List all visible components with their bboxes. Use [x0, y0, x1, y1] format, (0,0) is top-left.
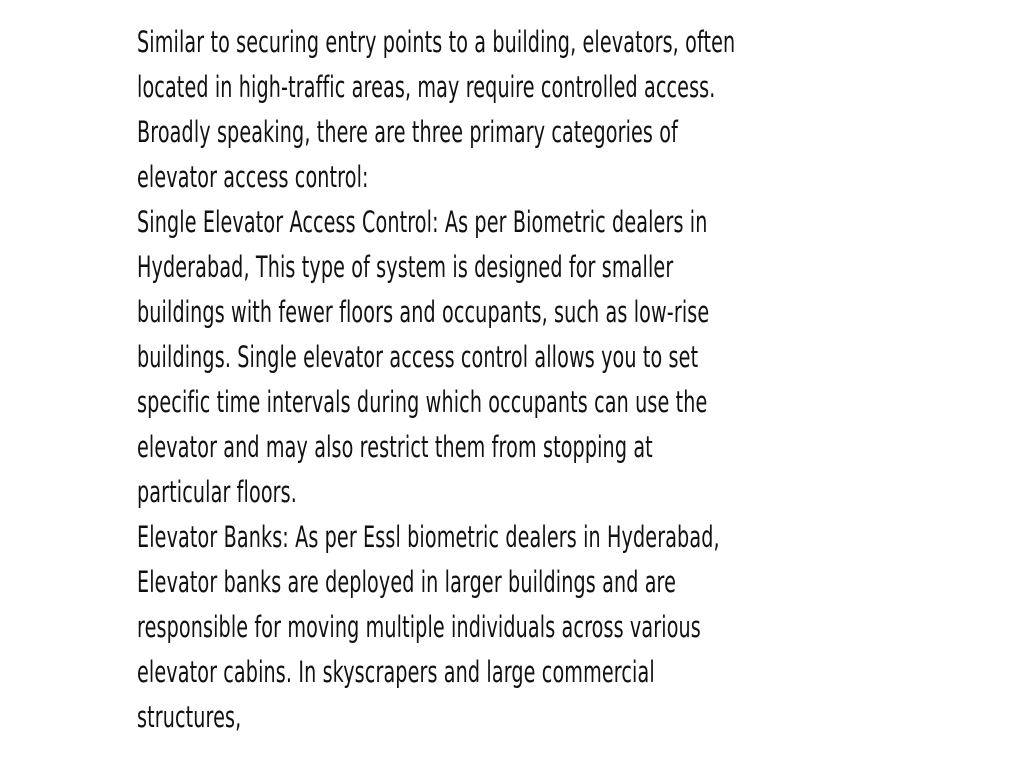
text-line: located in high-traffic areas, may require controlled access. [137, 70, 716, 104]
body-text [137, 20, 897, 740]
text-line: Elevator banks are deployed in larger buildings and are [137, 565, 677, 599]
text-line: Similar to securing entry points to a building, elevators, often [137, 25, 736, 59]
text-line: elevator cabins. In skyscrapers and large commercial [137, 655, 655, 689]
text-line: buildings with fewer floors and occupants, such as low-rise [137, 295, 710, 329]
text-line: Elevator Banks: As per Essl biometric dealers in Hyderabad, [137, 520, 720, 554]
text-line: Broadly speaking, there are three primary categories of [137, 115, 678, 149]
text-line: Single Elevator Access Control: As per Biometric dealers in [137, 205, 708, 239]
text-line: specific time intervals during which occupants can use the [137, 385, 708, 419]
text-line: particular floors. [137, 475, 298, 509]
text-line: elevator access control: [137, 160, 369, 194]
text-line: Hyderabad, This type of system is designed for smaller [137, 250, 674, 284]
single-elevator-paragraph [137, 200, 897, 515]
text-line: elevator and may also restrict them from stopping at [137, 430, 653, 464]
text-line: structures, [137, 700, 242, 734]
text-line: responsible for moving multiple individuals across various [137, 610, 701, 644]
text-line: buildings. Single elevator access control allows you to set [137, 340, 699, 374]
elevator-banks-paragraph [137, 515, 897, 740]
intro-paragraph [137, 20, 897, 200]
